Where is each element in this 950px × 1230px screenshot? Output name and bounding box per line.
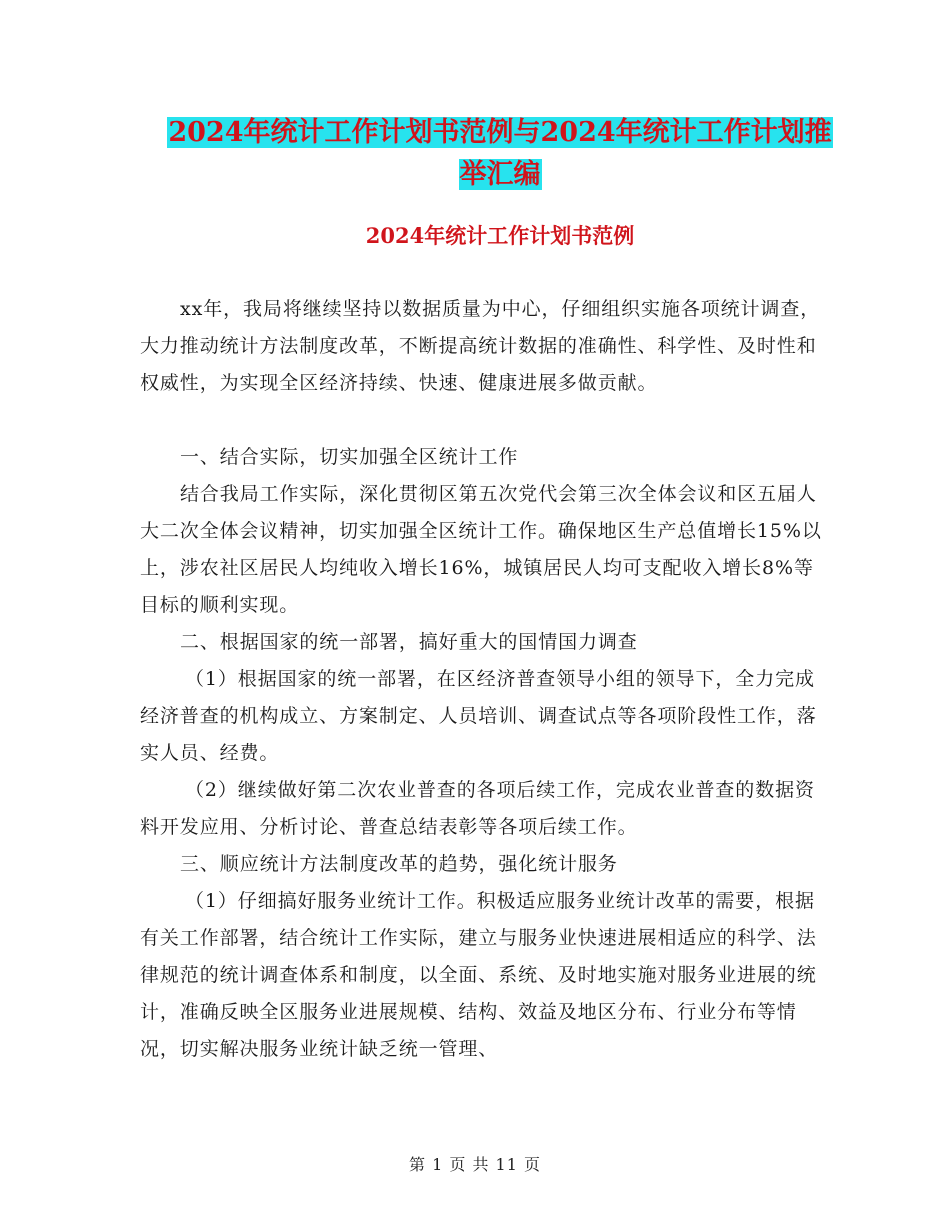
document-title-highlight: 举汇编 — [459, 159, 541, 190]
section-heading-3: 三、顺应统计方法制度改革的趋势，强化统计服务 — [180, 853, 618, 875]
section-heading-2: 二、根据国家的统一部署，搞好重大的国情国力调查 — [180, 631, 638, 653]
document-title-line-2 — [120, 152, 880, 198]
paragraph-item-3: （1）仔细搞好服务业统计工作。积极适应服务业统计改革的需要，根据有关工作部署，结合统计工作实际，建立与服务业快速进展相适应的科学、法律规范的统计调查体系和制度，以全面、系统、及时地实施对服务业进展的统计，准确反映全区服务业进展规模、结构、效益及地区分布、行业分布等情况，切实解决服务业统计缺乏统一管理、 — [140, 890, 817, 1060]
document-title-line-1 — [120, 110, 880, 156]
paragraph-section-1: 结合我局工作实际，深化贯彻区第五次党代会第三次全体会议和区五届人大二次全体会议精神，切实加强全区统计工作。确保地区生产总值增长15%以上，涉农社区居民人均纯收入增长16%，城镇居民人均可支配收入增长8%等目标的顺利实现。 — [140, 483, 822, 616]
page-footer: 第 1 页 共 11 页 — [409, 1155, 541, 1174]
paragraph-item-2: （2）继续做好第二次农业普查的各项后续工作，完成农业普查的数据资料开发应用、分析讨论、普查总结表彰等各项后续工作。 — [140, 779, 815, 838]
section-subtitle: 2024年统计工作计划书范例 — [365, 223, 635, 248]
paragraph-item-1: （1）根据国家的统一部署，在区经济普查领导小组的领导下，全力完成经济普查的机构成立、方案制定、人员培训、调查试点等各项阶段性工作，落实人员、经费。 — [140, 668, 817, 764]
intro-paragraph: xx年，我局将继续坚持以数据质量为中心，仔细组织实施各项统计调查，大力推动统计方法制度改革，不断提高统计数据的准确性、科学性、及时性和权威性，为实现全区经济持续、快速、健康进展多做贡献。 — [140, 298, 821, 394]
section-heading-1: 一、结合实际，切实加强全区统计工作 — [180, 446, 519, 468]
document-title-highlight: 2024年统计工作计划书范例与2024年统计工作计划推 — [168, 117, 832, 148]
